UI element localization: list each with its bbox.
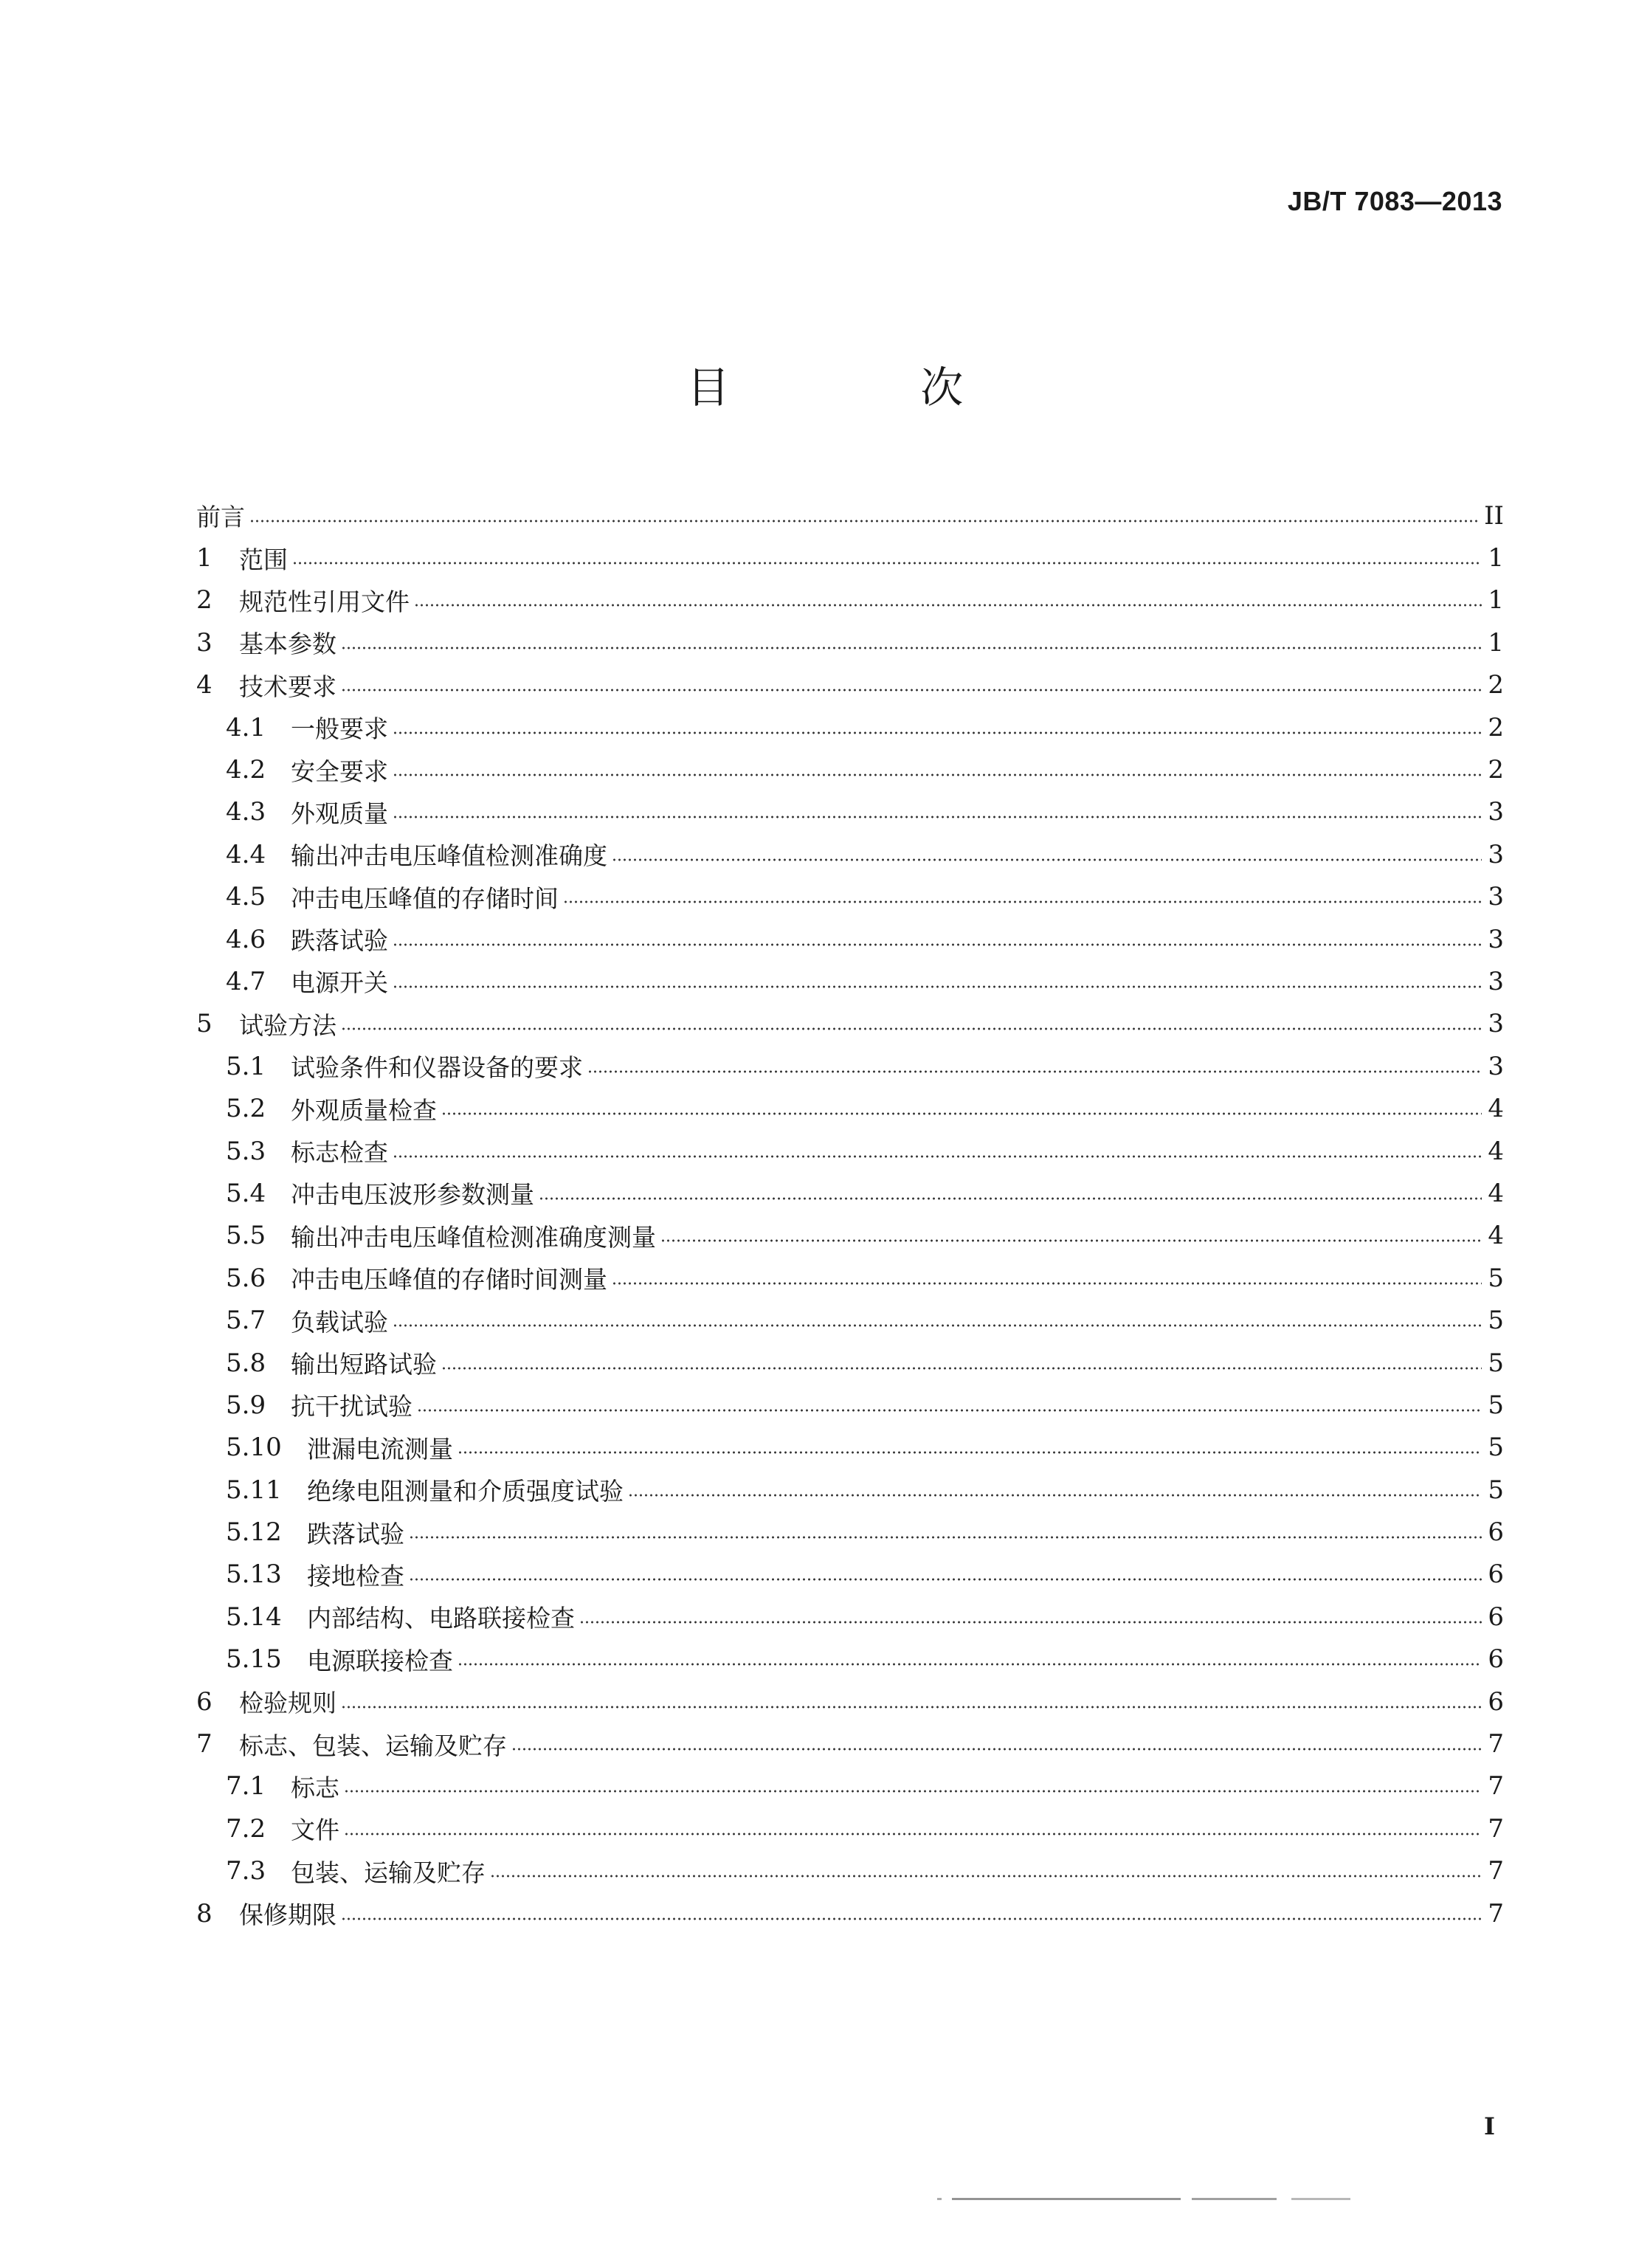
toc-entry-title: 外观质量 bbox=[291, 799, 388, 828]
toc-entry[interactable] bbox=[196, 1342, 1504, 1384]
toc-entry[interactable] bbox=[196, 876, 1504, 918]
toc-entry-page: 3 bbox=[1488, 1009, 1504, 1039]
toc-entry-page: 2 bbox=[1488, 755, 1504, 785]
toc-entry-number: 7.3 bbox=[226, 1856, 266, 1886]
toc-entry-number: 6 bbox=[196, 1686, 213, 1717]
toc-entry-title: 绝缘电阻测量和介质强度试验 bbox=[307, 1477, 624, 1506]
toc-entry[interactable] bbox=[196, 621, 1504, 663]
toc-entry-title: 保修期限 bbox=[239, 1900, 336, 1930]
document-code: JB/T 7083—2013 bbox=[1287, 186, 1502, 216]
toc-entry-page: 6 bbox=[1488, 1602, 1504, 1632]
toc-entry-page: 5 bbox=[1488, 1433, 1504, 1463]
dot-leader bbox=[393, 816, 1482, 818]
toc-entry[interactable] bbox=[196, 1511, 1504, 1553]
dot-leader bbox=[341, 647, 1482, 649]
dot-leader bbox=[587, 1070, 1482, 1073]
toc-entry-page: 6 bbox=[1488, 1517, 1504, 1548]
toc-entry-number: 5.4 bbox=[226, 1178, 266, 1208]
toc-entry-page: 3 bbox=[1488, 839, 1504, 869]
toc-entry[interactable] bbox=[196, 1596, 1504, 1638]
toc-entry-number: 5.13 bbox=[226, 1559, 282, 1590]
dot-leader bbox=[341, 1917, 1482, 1920]
toc-entry-title: 检验规则 bbox=[239, 1689, 336, 1718]
toc-entry[interactable] bbox=[196, 1003, 1504, 1045]
toc-entry-number: 5 bbox=[196, 1009, 213, 1039]
dot-leader bbox=[414, 604, 1482, 607]
toc-entry-title: 内部结构、电路联接检查 bbox=[307, 1604, 575, 1633]
dot-leader bbox=[660, 1239, 1482, 1242]
toc-entry-title: 包装、运输及贮存 bbox=[291, 1858, 486, 1887]
toc-entry-number: 4.1 bbox=[226, 712, 266, 742]
toc-entry-title: 安全要求 bbox=[291, 756, 388, 786]
toc-entry-title: 前言 bbox=[196, 503, 245, 532]
toc-entry-number: 4.4 bbox=[226, 839, 266, 869]
toc-entry[interactable] bbox=[196, 1299, 1504, 1341]
dot-leader bbox=[292, 562, 1482, 565]
toc-entry[interactable] bbox=[196, 664, 1504, 706]
page-title: 目 次 bbox=[686, 362, 1052, 413]
dot-leader bbox=[628, 1494, 1482, 1497]
toc-entry-number: 5.6 bbox=[226, 1263, 266, 1293]
dot-leader bbox=[393, 1324, 1482, 1327]
dot-leader bbox=[612, 858, 1482, 861]
toc-entry[interactable] bbox=[196, 1427, 1504, 1469]
dot-leader bbox=[393, 731, 1482, 734]
toc-entry-title: 跌落试验 bbox=[307, 1519, 404, 1548]
dot-leader bbox=[393, 1155, 1482, 1158]
toc-entry-title: 输出冲击电压峰值检测准确度测量 bbox=[291, 1222, 656, 1252]
toc-entry-title: 标志检查 bbox=[291, 1138, 388, 1168]
toc-entry[interactable] bbox=[196, 1384, 1504, 1426]
toc-entry-title: 冲击电压峰值的存储时间测量 bbox=[291, 1265, 607, 1295]
toc-entry-number: 8 bbox=[196, 1898, 213, 1929]
toc-entry-page: 7 bbox=[1488, 1771, 1504, 1802]
toc-entry-page: 6 bbox=[1488, 1686, 1504, 1717]
toc-entry-number: 2 bbox=[196, 585, 213, 616]
toc-entry-page: 5 bbox=[1488, 1263, 1504, 1293]
toc-entry-page: 1 bbox=[1488, 543, 1504, 573]
toc-entry-number: 5.2 bbox=[226, 1094, 266, 1124]
dot-leader bbox=[409, 1536, 1482, 1539]
toc-entry-number: 5.1 bbox=[226, 1051, 266, 1081]
toc-entry-page: 4 bbox=[1488, 1136, 1504, 1166]
toc-entry-page: 3 bbox=[1488, 797, 1504, 827]
toc-entry[interactable] bbox=[196, 1087, 1504, 1129]
toc-entry-title: 接地检查 bbox=[307, 1561, 404, 1590]
toc-entry-page: 6 bbox=[1488, 1644, 1504, 1675]
toc-entry[interactable] bbox=[196, 1130, 1504, 1172]
toc-entry-title: 输出冲击电压峰值检测准确度 bbox=[291, 841, 607, 871]
dot-leader bbox=[417, 1409, 1482, 1412]
toc-entry-number: 4.5 bbox=[226, 882, 266, 912]
toc-entry[interactable] bbox=[196, 1469, 1504, 1511]
toc-entry-number: 3 bbox=[196, 627, 213, 658]
toc-entry-title: 标志、包装、运输及贮存 bbox=[239, 1731, 507, 1760]
toc-entry-title: 技术要求 bbox=[239, 672, 336, 701]
toc-entry[interactable] bbox=[196, 1215, 1504, 1257]
toc-entry-page: 5 bbox=[1488, 1390, 1504, 1420]
toc-entry-number: 5.12 bbox=[226, 1517, 282, 1548]
toc-entry-title: 负载试验 bbox=[291, 1307, 388, 1337]
dot-leader bbox=[511, 1748, 1482, 1751]
toc-entry[interactable] bbox=[196, 833, 1504, 875]
toc-entry-title: 冲击电压波形参数测量 bbox=[291, 1180, 534, 1210]
toc-entry[interactable] bbox=[196, 1638, 1504, 1681]
toc-entry[interactable] bbox=[196, 537, 1504, 579]
toc-entry-number: 7.1 bbox=[226, 1771, 266, 1802]
dot-leader bbox=[344, 1790, 1482, 1793]
toc-entry-title: 试验条件和仪器设备的要求 bbox=[291, 1053, 583, 1083]
toc-entry-title: 外观质量检查 bbox=[291, 1095, 437, 1125]
dot-leader bbox=[563, 900, 1482, 903]
toc-entry-page: 4 bbox=[1488, 1094, 1504, 1124]
toc-entry-page: 3 bbox=[1488, 882, 1504, 912]
toc-entry-number: 5.11 bbox=[226, 1475, 282, 1505]
dot-leader bbox=[393, 943, 1482, 946]
toc-entry-title: 输出短路试验 bbox=[291, 1350, 437, 1379]
toc-entry-page: 5 bbox=[1488, 1348, 1504, 1378]
toc-entry-page: 7 bbox=[1488, 1856, 1504, 1886]
toc-entry-page: 2 bbox=[1488, 670, 1504, 700]
toc-entry-page: 1 bbox=[1488, 627, 1504, 658]
toc-entry[interactable] bbox=[196, 1850, 1504, 1892]
scan-artifact-line bbox=[937, 2198, 1350, 2200]
toc-entry-title: 文件 bbox=[291, 1816, 339, 1845]
toc-entry-page: 6 bbox=[1488, 1559, 1504, 1590]
toc-entry[interactable] bbox=[196, 1681, 1504, 1723]
toc-entry-page: 1 bbox=[1488, 585, 1504, 616]
toc-entry[interactable] bbox=[196, 1172, 1504, 1214]
toc-entry-title: 标志 bbox=[291, 1773, 339, 1802]
toc-entry-title: 电源联接检查 bbox=[307, 1646, 453, 1675]
toc-entry-number: 1 bbox=[196, 543, 213, 573]
dot-leader bbox=[341, 1027, 1482, 1030]
dot-leader bbox=[249, 520, 1478, 523]
toc-entry-number: 5.8 bbox=[226, 1348, 266, 1378]
dot-leader bbox=[393, 773, 1482, 776]
toc-entry-page: 5 bbox=[1488, 1475, 1504, 1505]
toc-entry-number: 4.3 bbox=[226, 797, 266, 827]
toc-entry[interactable] bbox=[196, 1892, 1504, 1934]
dot-leader bbox=[441, 1112, 1482, 1115]
toc-entry-page: 3 bbox=[1488, 924, 1504, 954]
toc-entry-page: 5 bbox=[1488, 1306, 1504, 1336]
toc-entry-title: 范围 bbox=[239, 545, 288, 574]
toc-entry[interactable] bbox=[196, 494, 1504, 537]
toc-entry-number: 5.15 bbox=[226, 1644, 282, 1675]
toc-entry-page: 3 bbox=[1488, 966, 1504, 996]
toc-entry-number: 5.7 bbox=[226, 1306, 266, 1336]
toc-entry-number: 7 bbox=[196, 1729, 213, 1759]
toc-entry-number: 4.6 bbox=[226, 924, 266, 954]
toc-entry-title: 抗干扰试验 bbox=[291, 1392, 412, 1421]
toc-entry[interactable] bbox=[196, 748, 1504, 790]
toc-entry[interactable] bbox=[196, 960, 1504, 1002]
toc-entry[interactable] bbox=[196, 1723, 1504, 1765]
page-number: I bbox=[1484, 2112, 1495, 2140]
toc-entry-page: 4 bbox=[1488, 1221, 1504, 1251]
toc-entry-page: II bbox=[1484, 500, 1504, 531]
dot-leader bbox=[341, 1706, 1482, 1709]
toc-entry-page: 4 bbox=[1488, 1178, 1504, 1208]
toc-entry-number: 5.14 bbox=[226, 1602, 282, 1632]
toc-entry[interactable] bbox=[196, 1554, 1504, 1596]
toc-entry-title: 冲击电压峰值的存储时间 bbox=[291, 883, 559, 913]
toc-entry-number: 4.7 bbox=[226, 966, 266, 996]
toc-entry[interactable] bbox=[196, 1765, 1504, 1807]
toc-entry-page: 7 bbox=[1488, 1729, 1504, 1759]
toc-entry[interactable] bbox=[196, 579, 1504, 621]
toc-entry-number: 7.2 bbox=[226, 1813, 266, 1844]
toc-entry-number: 5.3 bbox=[226, 1136, 266, 1166]
table-of-contents bbox=[196, 494, 1504, 1934]
dot-leader bbox=[344, 1833, 1482, 1836]
toc-entry-number: 4.2 bbox=[226, 755, 266, 785]
toc-entry[interactable] bbox=[196, 1807, 1504, 1850]
toc-entry-page: 3 bbox=[1488, 1051, 1504, 1081]
toc-entry[interactable] bbox=[196, 706, 1504, 748]
toc-entry-number: 5.10 bbox=[226, 1433, 282, 1463]
toc-entry-title: 试验方法 bbox=[239, 1010, 336, 1040]
toc-entry-number: 5.5 bbox=[226, 1221, 266, 1251]
toc-entry-number: 4 bbox=[196, 670, 213, 700]
dot-leader bbox=[458, 1451, 1482, 1454]
toc-entry[interactable] bbox=[196, 1045, 1504, 1087]
dot-leader bbox=[612, 1282, 1482, 1285]
dot-leader bbox=[539, 1197, 1482, 1200]
dot-leader bbox=[441, 1367, 1482, 1370]
toc-entry-title: 泄漏电流测量 bbox=[307, 1434, 453, 1464]
dot-leader bbox=[458, 1663, 1482, 1666]
toc-entry-number: 5.9 bbox=[226, 1390, 266, 1420]
toc-entry[interactable] bbox=[196, 918, 1504, 960]
toc-entry-page: 2 bbox=[1488, 712, 1504, 742]
dot-leader bbox=[341, 689, 1482, 692]
toc-entry-title: 电源开关 bbox=[291, 968, 388, 998]
toc-entry-page: 7 bbox=[1488, 1813, 1504, 1844]
toc-entry[interactable] bbox=[196, 1257, 1504, 1299]
dot-leader bbox=[490, 1875, 1482, 1878]
dot-leader bbox=[393, 985, 1482, 988]
dot-leader bbox=[409, 1578, 1482, 1581]
toc-entry-title: 跌落试验 bbox=[291, 926, 388, 956]
toc-entry-title: 规范性引用文件 bbox=[239, 587, 410, 616]
toc-entry-title: 一般要求 bbox=[291, 714, 388, 744]
toc-entry[interactable] bbox=[196, 791, 1504, 833]
dot-leader bbox=[579, 1621, 1482, 1624]
toc-entry-page: 7 bbox=[1488, 1898, 1504, 1929]
toc-entry-title: 基本参数 bbox=[239, 630, 336, 659]
